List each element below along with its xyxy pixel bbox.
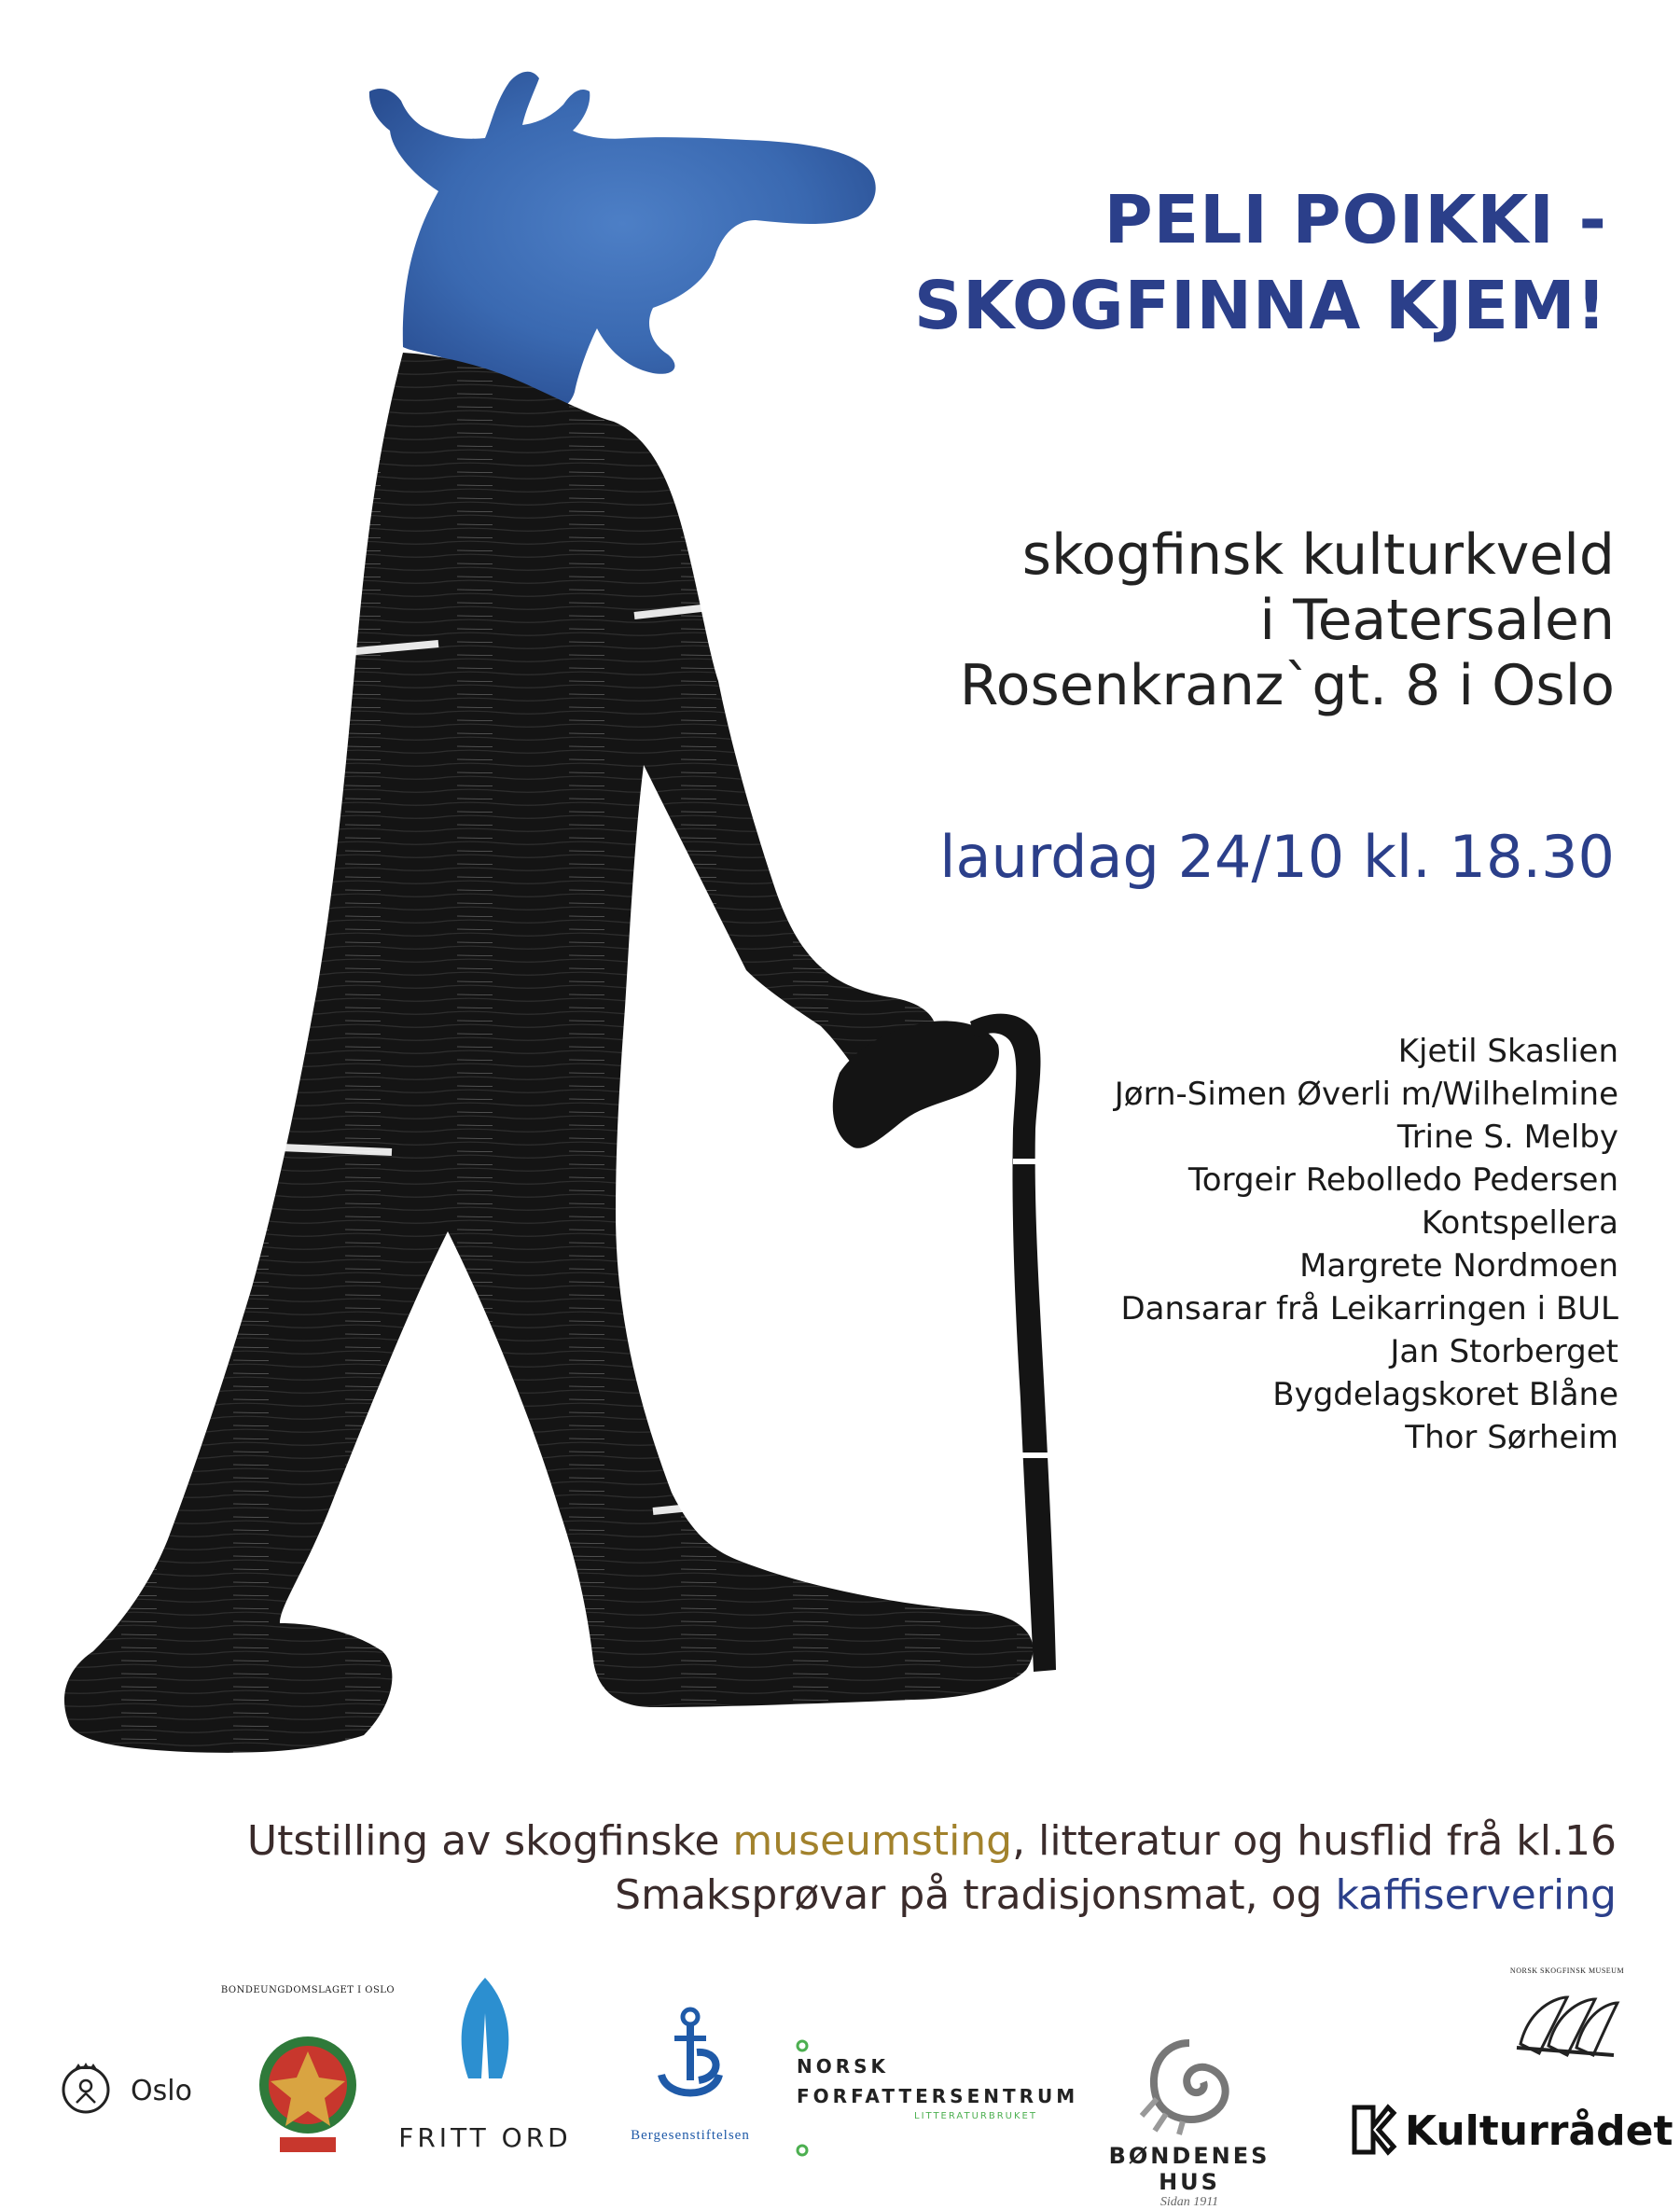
- footer-line-2: [615, 1869, 1617, 1923]
- footer-line-2-highlight: kaffiservering: [1335, 1871, 1617, 1919]
- cane: [970, 1014, 1056, 1672]
- kulturradet-label: Kulturrådet: [1405, 2107, 1673, 2155]
- footer-line-1-highlight: museumsting: [732, 1817, 1013, 1865]
- performer-item: Kjetil Skaslien: [1397, 1033, 1618, 1070]
- footer-line-1: [247, 1814, 1617, 1869]
- performer-item: Torgeir Rebolledo Pedersen: [1187, 1161, 1618, 1199]
- forfattersentrum-label-1: NORSK: [797, 2055, 890, 2078]
- footer-line-2-pre: Smaksprøvar på tradisjonsmat, og: [615, 1871, 1336, 1919]
- bergesenstiftelsen-label: Bergesenstiftelsen: [631, 2128, 750, 2143]
- event-date: laurdag 24/10 kl. 18.30: [939, 823, 1615, 891]
- forfattersentrum-logo: [784, 2038, 1079, 2169]
- title-line-2: SKOGFINNA KJEM!: [914, 267, 1607, 344]
- fritt-ord-quill-icon: [448, 1976, 522, 2097]
- title-line-1: PELI POIKKI -: [1104, 181, 1607, 258]
- bondenes-hus-logo: [1082, 2034, 1297, 2209]
- bondenes-hus-sublabel: Sidan 1911: [1159, 2195, 1219, 2209]
- venue-block: [960, 522, 1615, 718]
- kulturradet-logo: [1351, 2104, 1673, 2160]
- performer-item: Dansarar frå Leikarringen i BUL: [1120, 1290, 1618, 1327]
- venue-line-2: i Teatersalen: [1259, 588, 1615, 653]
- forfattersentrum-label-3: LITTERATURBRUKET: [914, 2111, 1037, 2121]
- bergesen-anchor-icon: [648, 2006, 732, 2108]
- bondeungdomslaget-emblem-icon: [252, 2029, 364, 2160]
- kulturradet-k-icon: [1351, 2104, 1397, 2156]
- fritt-ord-label: FRITT ORD: [398, 2122, 572, 2153]
- performer-item: Jan Storberget: [1390, 1333, 1618, 1370]
- venue-line-3: Rosenkranz`gt. 8 i Oslo: [959, 653, 1615, 718]
- skogfinsk-museum-logo: [1493, 1967, 1642, 2069]
- poster-title: [914, 177, 1607, 349]
- performer-item: Margrete Nordmoen: [1299, 1247, 1618, 1285]
- performer-item: Bygdelagskoret Blåne: [1272, 1376, 1618, 1413]
- venue-line-1: skogfinsk kulturkveld: [1021, 522, 1615, 588]
- footer-line-1-post: , litteratur og husflid frå kl.16: [1012, 1817, 1617, 1865]
- bondenes-hus-label: BØNDENES HUS: [1108, 2143, 1270, 2195]
- performer-list: [1115, 1030, 1618, 1459]
- bondeungdomslaget-logo: [219, 1985, 396, 2172]
- skogfinsk-museum-label: NORSK SKOGFINSK MUSEUM: [1509, 1967, 1625, 1975]
- performer-item: Thor Sørheim: [1405, 1419, 1618, 1456]
- footer-line-1-pre: Utstilling av skogfinske: [246, 1817, 733, 1865]
- performer-item: Trine S. Melby: [1396, 1119, 1618, 1156]
- bondenes-hus-emblem-icon: [1138, 2034, 1241, 2136]
- forfattersentrum-label-2: FORFATTERSENTRUM: [797, 2085, 1079, 2107]
- oslo-emblem-icon: [58, 2060, 114, 2116]
- fritt-ord-logo: [396, 1976, 574, 2190]
- bondeungdomslaget-label: BONDEUNGDOMSLAGET I OSLO: [220, 1985, 396, 1995]
- oslo-logo: [58, 2052, 207, 2127]
- skogfinsk-museum-boats-icon: [1511, 1988, 1623, 2063]
- performer-item: Jørn-Simen Øverli m/Wilhelmine: [1114, 1076, 1618, 1113]
- performer-item: Kontspellera: [1421, 1204, 1618, 1242]
- bergesenstiftelsen-logo: [597, 2006, 784, 2202]
- oslo-label: Oslo: [131, 2075, 192, 2107]
